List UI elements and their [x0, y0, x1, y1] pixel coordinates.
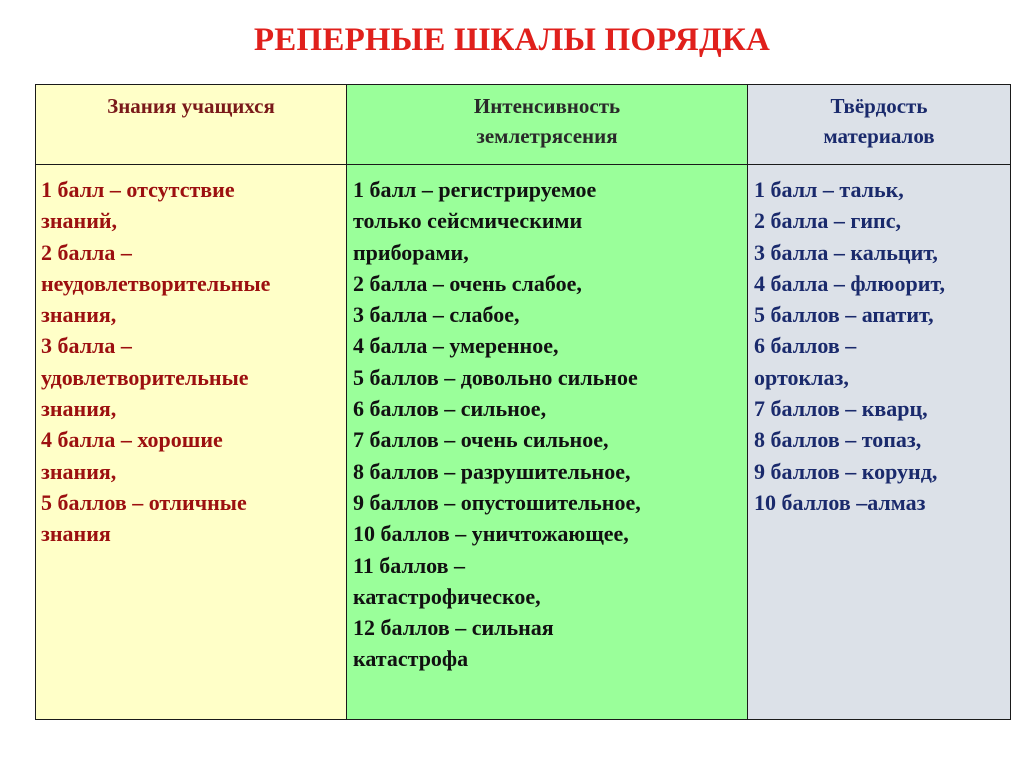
header-line: Твёрдость	[830, 94, 928, 118]
scales-table	[35, 84, 1011, 720]
scale-line: знания,	[41, 396, 117, 422]
scale-line: ортоклаз,	[754, 364, 849, 390]
scale-line: 2 балла – гипс,	[754, 208, 901, 234]
scale-line: 10 баллов –алмаз	[754, 489, 926, 515]
header-line: Интенсивность	[473, 94, 621, 118]
header-material-hardness	[748, 85, 1011, 165]
header-line: Знания учащихся	[107, 94, 275, 118]
scale-line: знания	[41, 521, 111, 547]
header-student-knowledge	[36, 85, 347, 165]
table-header-row	[36, 85, 1011, 165]
scale-line: знаний,	[41, 208, 118, 234]
scale-line: 5 баллов – отличные	[41, 489, 247, 515]
scale-line: 7 баллов – кварц,	[754, 396, 928, 422]
header-line: землетрясения	[476, 124, 618, 148]
scale-line: 5 баллов – апатит,	[754, 302, 934, 328]
scale-line: 6 баллов – сильное,	[353, 396, 547, 422]
scale-line: 8 баллов – разрушительное,	[353, 458, 631, 484]
scale-line: 4 балла – хорошие	[41, 427, 223, 453]
student-knowledge-scale-cell	[36, 165, 347, 720]
scale-line: 8 баллов – топаз,	[754, 427, 922, 453]
slide-title: РЕПЕРНЫЕ ШКАЛЫ ПОРЯДКА	[253, 22, 771, 58]
table-body-row	[36, 165, 1011, 720]
header-line: материалов	[823, 124, 935, 148]
scale-line: 3 балла –	[41, 333, 132, 359]
scale-line: неудовлетворительные	[41, 270, 271, 296]
earthquake-intensity-scale-cell	[347, 165, 748, 720]
scale-line: 12 баллов – сильная	[353, 615, 554, 641]
scale-line: 1 балл – тальк,	[754, 177, 904, 202]
scale-line: 1 балл – отсутствие	[41, 177, 235, 202]
scale-line: катастрофа	[353, 646, 469, 672]
scale-line: 2 балла – очень слабое,	[353, 270, 582, 296]
scale-line: 6 баллов –	[754, 333, 857, 359]
scale-line: 1 балл – регистрируемое	[353, 177, 597, 202]
scale-line: удовлетворительные	[41, 364, 249, 390]
scale-line: 10 баллов – уничтожающее,	[353, 521, 629, 547]
scale-line: 2 балла –	[41, 239, 132, 265]
material-hardness-scale-cell	[748, 165, 1011, 720]
scale-line: 3 балла – кальцит,	[754, 239, 938, 265]
scale-line: 4 балла – умеренное,	[353, 333, 559, 359]
scale-line: 5 баллов – довольно сильное	[353, 364, 638, 390]
scale-line: 7 баллов – очень сильное,	[353, 427, 609, 453]
header-earthquake-intensity	[347, 85, 748, 165]
scale-line: приборами,	[353, 239, 469, 265]
scale-line: 9 баллов – опустошительное,	[353, 489, 641, 515]
scale-line: знания,	[41, 302, 117, 328]
scale-line: 11 баллов –	[353, 552, 465, 578]
scale-line: знания,	[41, 458, 117, 484]
scale-line: только сейсмическими	[353, 208, 583, 234]
scale-line: 9 баллов – корунд,	[754, 458, 938, 484]
scale-line: катастрофическое,	[353, 583, 541, 609]
scale-line: 3 балла – слабое,	[353, 302, 520, 328]
scale-line: 4 балла – флюорит,	[754, 270, 946, 296]
